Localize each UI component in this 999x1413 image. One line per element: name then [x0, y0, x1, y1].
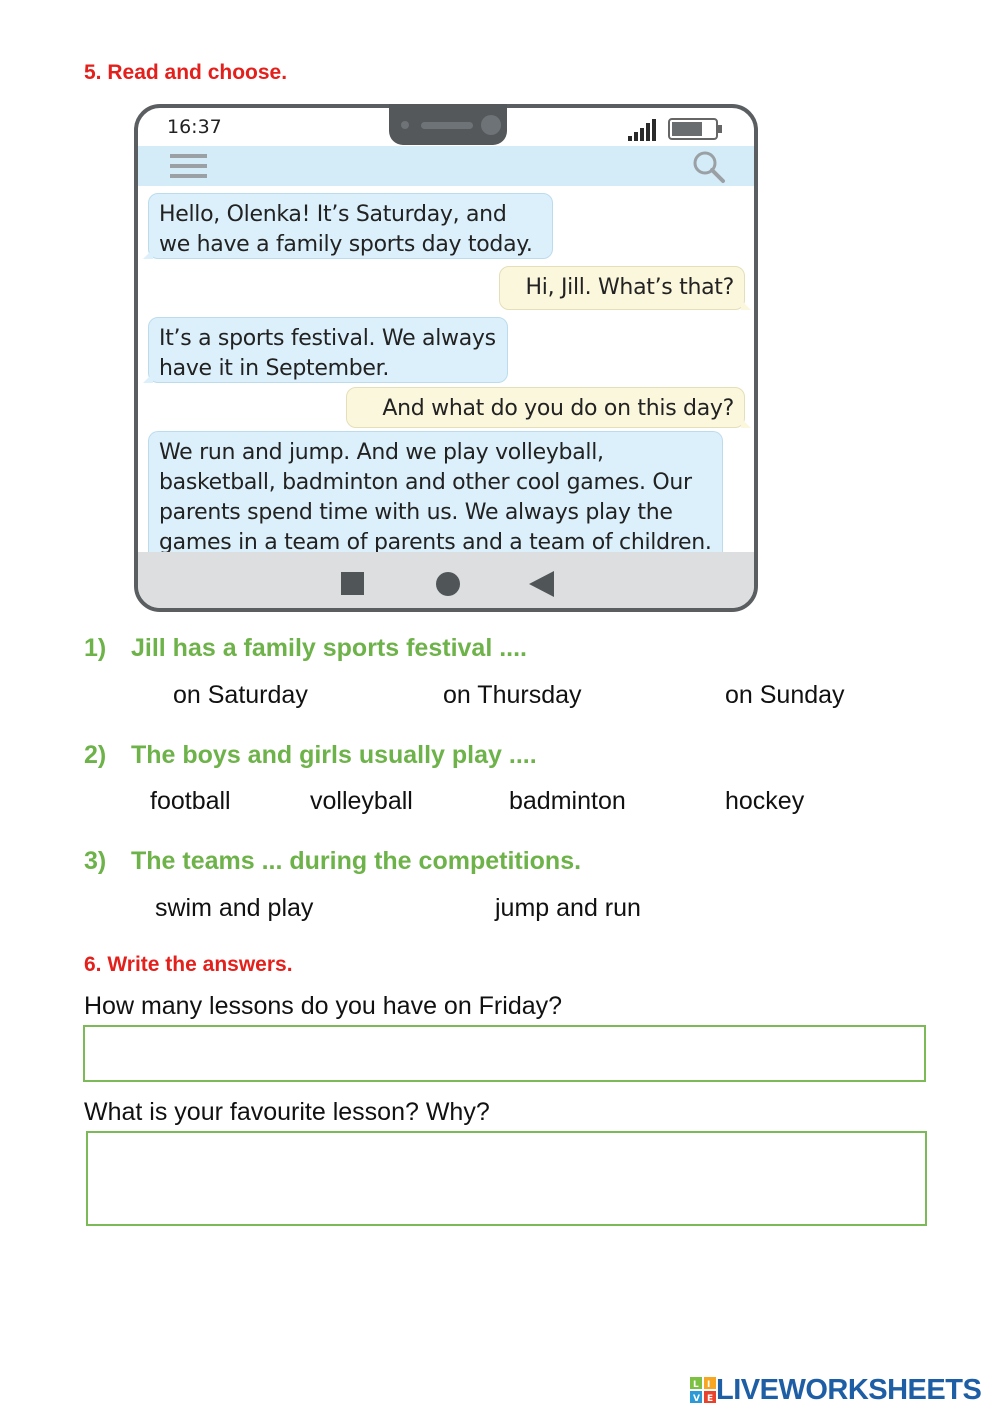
phone-app-bar: [138, 146, 754, 186]
exercise-5-heading: 5. Read and choose.: [84, 61, 288, 84]
battery-icon: [668, 117, 723, 141]
question-2-text: The boys and girls usually play ....: [131, 741, 537, 769]
answer-option[interactable]: jump and run: [495, 894, 641, 922]
answer-option[interactable]: volleyball: [310, 787, 413, 815]
chat-message-incoming: It’s a sports festival. We always have it in September.: [148, 317, 508, 383]
search-icon[interactable]: [692, 150, 726, 184]
question-1-number: 1): [84, 634, 107, 662]
answer-option[interactable]: hockey: [725, 787, 805, 815]
signal-icon: [628, 118, 658, 142]
menu-icon[interactable]: [170, 152, 208, 180]
question-prompt: What is your favourite lesson? Why?: [84, 1098, 490, 1126]
question-prompt: How many lessons do you have on Friday?: [84, 992, 563, 1020]
chat-message-incoming: Hello, Olenka! It’s Saturday, and we have a family sports day today.: [148, 193, 553, 259]
recent-apps-icon[interactable]: [341, 572, 364, 595]
phone-status-time: 16:37: [167, 116, 222, 138]
phone-notch: [389, 104, 507, 145]
svg-text:E: E: [707, 1394, 714, 1403]
brand-name: LIVEWORKSHEETS: [716, 1373, 982, 1406]
chat-message-outgoing: Hi, Jill. What’s that?: [499, 266, 745, 310]
chat-message-incoming: We run and jump. And we play volleyball, basketball, badminton and other cool games. Our parents spend time with us. We always play the games in a team of parents and a team of children.: [148, 431, 723, 552]
answer-input[interactable]: [83, 1025, 926, 1082]
answer-option[interactable]: football: [150, 787, 231, 815]
liveworksheets-logo-icon: [690, 1377, 716, 1403]
answer-input[interactable]: [86, 1131, 927, 1226]
svg-text:V: V: [693, 1394, 700, 1403]
answer-option[interactable]: on Saturday: [173, 681, 308, 709]
exercise-6-heading: 6. Write the answers.: [84, 953, 293, 976]
svg-text:I: I: [707, 1380, 711, 1390]
question-2-number: 2): [84, 741, 107, 769]
brand-logo: [690, 1374, 981, 1406]
answer-option[interactable]: on Thursday: [443, 681, 582, 709]
back-icon[interactable]: [529, 571, 554, 597]
chat-message-outgoing: And what do you do on this day?: [346, 387, 745, 428]
question-3-text: The teams ... during the competitions.: [131, 847, 582, 875]
home-icon[interactable]: [436, 572, 460, 596]
answer-option[interactable]: on Sunday: [725, 681, 845, 709]
answer-option[interactable]: swim and play: [155, 894, 314, 922]
question-3-number: 3): [84, 847, 107, 875]
question-1-text: Jill has a family sports festival ....: [131, 634, 527, 662]
answer-option[interactable]: badminton: [509, 787, 626, 815]
svg-text:L: L: [693, 1380, 699, 1390]
